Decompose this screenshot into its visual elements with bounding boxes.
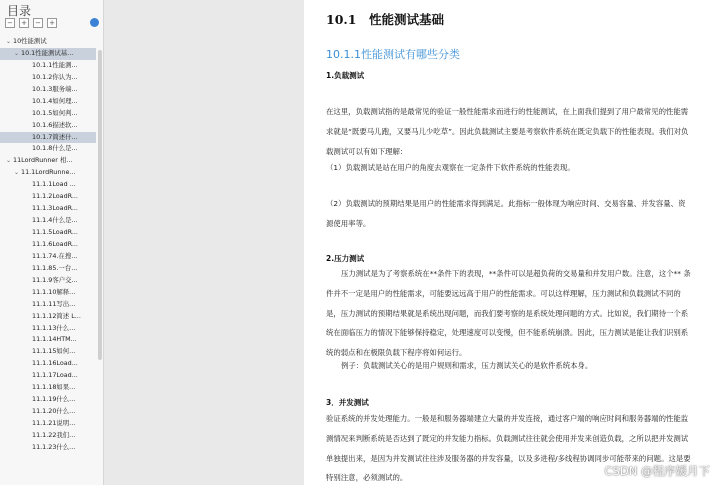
toc-item[interactable] xyxy=(0,299,96,311)
toc-item[interactable] xyxy=(0,191,96,203)
watermark: CSDN @程序媛月下 xyxy=(604,464,710,478)
toc-item-label: 10性能测试 xyxy=(13,37,47,45)
toc-item[interactable] xyxy=(0,84,96,96)
paragraph: （2）负载测试的预期结果是用户的性能需求得到满足。此指标一般体现为响应时间、交易容量、并发容量、资源使用率等。 xyxy=(326,199,686,228)
toc-item-label: 11.1.5LoadR... xyxy=(32,228,78,236)
toc-item[interactable] xyxy=(0,108,96,120)
toc-item[interactable] xyxy=(0,275,96,287)
toc-item[interactable] xyxy=(0,287,96,299)
toc-item-label: 11.1.3LoadR... xyxy=(32,204,78,213)
collapse-all-icon[interactable]: − xyxy=(5,18,15,28)
toc-item-label: 11.1.22我们... xyxy=(32,430,76,439)
toc-item-label: 11.1.12简述 L... xyxy=(32,311,81,320)
toc-item-label: 10.1.3服务端... xyxy=(32,84,78,93)
toc-scrollbar[interactable] xyxy=(98,50,102,360)
toc-item[interactable] xyxy=(0,215,96,227)
toc-item-label: 11.1.9客户交... xyxy=(32,275,78,284)
toc-item-label: 11.1.19什么... xyxy=(32,395,76,404)
expand-icon[interactable]: + xyxy=(47,18,57,28)
toc-item-label: 11.1.2LoadR... xyxy=(32,192,78,201)
page-title: 10.1 性能测试基础 xyxy=(326,12,444,27)
toc-item-label: 10.1性能测试基... xyxy=(21,48,74,57)
toc-item[interactable] xyxy=(0,227,96,239)
toc-item-label: 11.1LordRunne... xyxy=(21,168,76,177)
toc-sidebar xyxy=(0,0,104,485)
paragraph: （1）负载测试是站在用户的角度去观察在一定条件下软件系统的性能表现。 xyxy=(326,163,575,172)
toc-item-label: 11.1.16Load... xyxy=(32,359,78,368)
chevron-down-icon[interactable]: ⌄ xyxy=(14,169,20,177)
toc-item-label: 11.1.13什么... xyxy=(32,323,76,332)
toc-item[interactable] xyxy=(0,72,96,84)
toc-item[interactable] xyxy=(0,311,96,323)
toc-item-label: 11.1.10解释... xyxy=(32,287,76,296)
toc-item-label: 11.1.21说明... xyxy=(32,419,76,427)
toc-item-label: 10.1.1性能测... xyxy=(32,60,78,69)
toc-item[interactable] xyxy=(0,370,96,382)
toc-item-label: 11.1.23什么... xyxy=(32,442,76,451)
toc-item-label: 10.1.2你认为... xyxy=(32,72,78,81)
expand-all-icon[interactable]: + xyxy=(19,18,29,28)
toc-item[interactable] xyxy=(0,406,96,418)
toc-toolbar xyxy=(5,18,101,30)
section-heading: 10.1.1性能测试有哪些分类 xyxy=(326,48,460,61)
toc-item[interactable] xyxy=(0,251,96,263)
toc-item-label: 11.1.17Load... xyxy=(32,371,78,380)
toc-item[interactable] xyxy=(0,323,96,335)
toc-item[interactable] xyxy=(0,358,96,370)
paragraph: 压力测试是为了考察系统在**条件下的表现，**条件可以是超负荷的交易量和并发用户数。注意，这个** 条件并不一定是用户的性能需求，可能要远远高于用户的性能需求。可以这样理解，压力测试和负载测试不同的是，压力测试的预期结果就是系统出现问题，而我们要考察的是系统处理问题的方式。比如说，我们期待一个系统在面临压力的情况下能够保持稳定，处理速度可以变慢，但不能系统崩溃。因此，压力测试是能让我们识别系统的弱点和在极限负载下程序将如何运行。 xyxy=(326,269,691,358)
toc-item[interactable] xyxy=(0,346,96,358)
chevron-down-icon[interactable]: ⌄ xyxy=(6,157,12,165)
toc-item[interactable] xyxy=(0,418,96,430)
toc-item-label: 11.1.15如何... xyxy=(32,347,76,356)
toc-item-label: 11.1.6LoadR... xyxy=(32,239,78,248)
toc-item[interactable] xyxy=(0,382,96,394)
toc-title: 目录 xyxy=(7,4,32,18)
toc-item[interactable] xyxy=(0,239,96,251)
document-page xyxy=(304,0,720,485)
toc-item-label: 11.1.85.一台... xyxy=(32,263,78,272)
toc-item-label: 11.1.11写出... xyxy=(32,299,76,308)
toc-item-label: 11.1.18如果... xyxy=(32,383,76,392)
toc-item-label: 10.1.8什么是... xyxy=(32,144,78,153)
toc-item[interactable] xyxy=(0,48,96,60)
collapse-icon[interactable]: − xyxy=(33,18,43,28)
toc-item[interactable] xyxy=(0,203,96,215)
document-gutter xyxy=(104,0,304,485)
toc-item-label: 10.1.5如何判... xyxy=(32,108,78,117)
toc-item-label: 10.1.4如何理... xyxy=(32,96,78,105)
toc-item-label: 11.1.74.在搜... xyxy=(32,251,78,260)
paragraph: 验证系统的并发处理能力。一般是和服务器端建立大量的并发连接，通过客户端的响应时间和服务器端的性能监测情况来判断系统是否达到了既定的并发能力指标。负载测试往往就会使用并发来创造负载，之所以把并发测试单独提出来，是因为并发测试往往涉及服务器的并发容量，以及多进程/多线程协调同步可能带来的问题。这是要特别注意，必须测试的。 xyxy=(326,414,691,483)
toc-item[interactable] xyxy=(0,263,96,275)
toc-item[interactable] xyxy=(0,60,96,72)
toc-item[interactable] xyxy=(0,167,96,179)
subsection-heading: 2.压力测试 xyxy=(326,254,365,263)
toc-item[interactable] xyxy=(0,143,96,155)
toc-item-label: 11.1.20什么... xyxy=(32,407,76,416)
toc-item[interactable] xyxy=(0,132,96,144)
paragraph: 例子：负载测试关心的是用户规则和需求，压力测试关心的是软件系统本身。 xyxy=(341,361,593,370)
subsection-heading: 1.负载测试 xyxy=(326,71,365,80)
toc-item[interactable] xyxy=(0,179,96,191)
chevron-down-icon[interactable]: ⌄ xyxy=(14,49,20,57)
toc-item[interactable] xyxy=(0,120,96,132)
toc-item[interactable] xyxy=(0,155,96,167)
toc-item[interactable] xyxy=(0,394,96,406)
toc-item[interactable] xyxy=(0,430,96,442)
toc-options-icon[interactable] xyxy=(90,18,99,27)
toc-item[interactable] xyxy=(0,442,96,454)
paragraph: 在这里，负载测试指的是最常见的验证一般性能需求而进行的性能测试，在上面我们提到了用户最常见的性能需求就是“既要马儿跑，又要马儿少吃草”。因此负载测试主要是考察软件系统在既定负载下的性能表现。我们对负载测试可以有如下理解： xyxy=(326,107,689,156)
toc-item-label: 10.1.6描述软... xyxy=(32,120,78,129)
toc-item-label: 11.1.4什么是... xyxy=(32,216,78,225)
toc-item-label: 11.1.1Load ... xyxy=(32,180,76,189)
toc-item-label: 11.1.14HTM... xyxy=(32,335,77,344)
toc-item[interactable] xyxy=(0,334,96,346)
toc-item[interactable] xyxy=(0,96,96,108)
subsection-heading: 3．并发测试 xyxy=(326,398,369,407)
toc-item-label: 10.1.7简述什... xyxy=(32,132,78,141)
toc-item-label: 11LordRunner 相... xyxy=(13,156,73,165)
toc-item[interactable] xyxy=(0,36,96,48)
toc-list xyxy=(0,36,96,454)
chevron-down-icon[interactable]: ⌄ xyxy=(6,38,12,45)
